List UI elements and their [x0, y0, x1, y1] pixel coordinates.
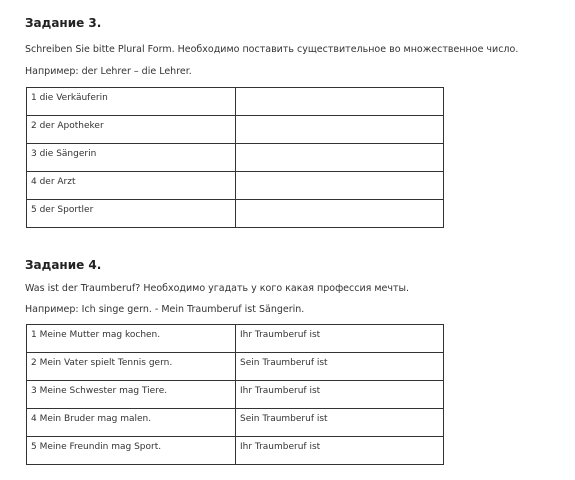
task3-example: Например: der Lehrer – die Lehrer. [25, 66, 192, 77]
task4-sentence: 1 Meine Mutter mag kochen. [27, 325, 236, 353]
task4-table [26, 324, 444, 465]
table-row [27, 144, 444, 172]
task3-answer-cell[interactable] [236, 116, 444, 144]
task4-answer-cell[interactable]: Ihr Traumberuf ist [236, 325, 444, 353]
task3-answer-cell[interactable] [236, 172, 444, 200]
task3-answer-cell[interactable] [236, 200, 444, 228]
table-row [27, 409, 444, 437]
task3-table [26, 87, 444, 228]
task4-sentence: 5 Meine Freundin mag Sport. [27, 437, 236, 465]
task4-example: Например: Ich singe gern. - Mein Traumberuf ist Sängerin. [25, 304, 305, 315]
table-row [27, 437, 444, 465]
task3-heading: Задание 3. [25, 16, 102, 30]
task4-instruction: Was ist der Traumberuf? Необходимо угадать у кого какая профессия мечты. [25, 283, 410, 294]
task4-answer-cell[interactable]: Ihr Traumberuf ist [236, 437, 444, 465]
task4-sentence: 2 Mein Vater spielt Tennis gern. [27, 353, 236, 381]
task3-item: 5 der Sportler [27, 200, 236, 228]
task4-sentence: 4 Mein Bruder mag malen. [27, 409, 236, 437]
table-row [27, 116, 444, 144]
task3-item: 2 der Apotheker [27, 116, 236, 144]
task4-heading: Задание 4. [25, 258, 102, 272]
table-row [27, 353, 444, 381]
table-row [27, 88, 444, 116]
table-row [27, 172, 444, 200]
task3-answer-cell[interactable] [236, 88, 444, 116]
task4-answer-cell[interactable]: Ihr Traumberuf ist [236, 381, 444, 409]
table-row [27, 381, 444, 409]
task4-answer-cell[interactable]: Sein Traumberuf ist [236, 409, 444, 437]
task3-item: 4 der Arzt [27, 172, 236, 200]
task3-item: 3 die Sängerin [27, 144, 236, 172]
task4-answer-cell[interactable]: Sein Traumberuf ist [236, 353, 444, 381]
task3-item: 1 die Verkäuferin [27, 88, 236, 116]
task3-answer-cell[interactable] [236, 144, 444, 172]
table-row [27, 200, 444, 228]
task4-sentence: 3 Meine Schwester mag Tiere. [27, 381, 236, 409]
task3-instruction: Schreiben Sie bitte Plural Form. Необходимо поставить существительное во множественное число. [25, 44, 519, 55]
table-row [27, 325, 444, 353]
